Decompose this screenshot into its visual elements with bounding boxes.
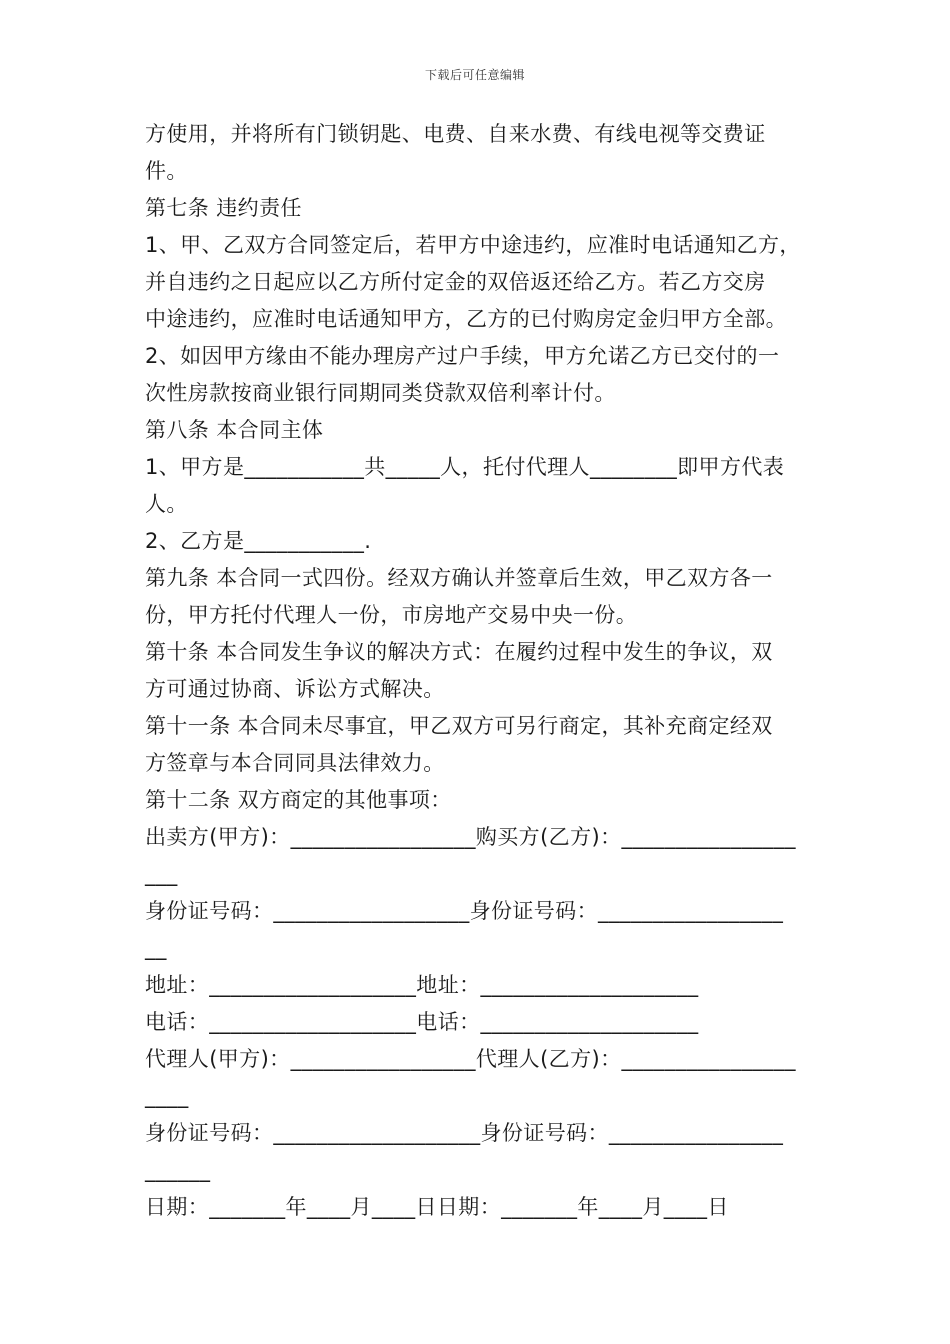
- date-line: 日期：_______年____月____日日期：_______年____月____日: [145, 1195, 729, 1219]
- text-line: 份，甲方托付代理人一份，市房地产交易中央一份。: [145, 603, 638, 627]
- page-header-note: 下载后可任意编辑: [424, 68, 525, 82]
- text-line: 次性房款按商业银行同期同类贷款双倍利率计付。: [145, 381, 616, 405]
- document-body: [145, 116, 825, 1226]
- text-line: 1、甲方是___________共_____人，托付代理人________即甲方代表: [145, 455, 785, 479]
- text-line-article-9: 第九条 本合同一式四份。经双方确认并签章后生效，甲乙双方各一: [145, 566, 773, 590]
- address-line: 地址：___________________地址：____________________: [145, 973, 699, 997]
- agent-line: 代理人(甲方)：_________________代理人(乙方)：________________: [145, 1047, 796, 1071]
- text-line: 件。: [145, 159, 188, 183]
- section-heading-article-8: 第八条 本合同主体: [145, 418, 324, 442]
- id-number-line-continuation: __: [145, 936, 167, 960]
- agent-id-number-line: 身份证号码：___________________身份证号码：________________: [145, 1121, 784, 1145]
- text-line: 中途违约，应准时电话通知甲方，乙方的已付购房定金归甲方全部。: [145, 307, 787, 331]
- id-number-line: 身份证号码：__________________身份证号码：_________________: [145, 899, 784, 923]
- signature-line-parties: 出卖方(甲方)：_________________购买方(乙方)：________________: [145, 825, 796, 849]
- text-line-article-10: 第十条 本合同发生争议的解决方式：在履约过程中发生的争议，双: [145, 640, 773, 664]
- text-line: 方使用，并将所有门锁钥匙、电费、自来水费、有线电视等交费证: [145, 122, 766, 146]
- signature-line-continuation: ___: [145, 862, 178, 886]
- text-line-article-11: 第十一条 本合同未尽事宜，甲乙双方可另行商定，其补充商定经双: [145, 714, 773, 738]
- text-line: 方签章与本合同同具法律效力。: [145, 751, 445, 775]
- text-line: 人。: [145, 492, 188, 516]
- phone-line: 电话：___________________电话：____________________: [145, 1010, 699, 1034]
- agent-id-number-line-continuation: ______: [145, 1158, 211, 1182]
- section-heading-article-12: 第十二条 双方商定的其他事项：: [145, 788, 452, 812]
- agent-line-continuation: ____: [145, 1084, 189, 1108]
- text-line: 1、甲、乙双方合同签定后，若甲方中途违约，应准时电话通知乙方，: [145, 233, 801, 257]
- text-line: 方可通过协商、诉讼方式解决。: [145, 677, 445, 701]
- text-line: 并自违约之日起应以乙方所付定金的双倍返还给乙方。若乙方交房: [145, 270, 766, 294]
- section-heading-article-7: 第七条 违约责任: [145, 196, 302, 220]
- text-line: 2、如因甲方缘由不能办理房产过户手续，甲方允诺乙方已交付的一: [145, 344, 780, 368]
- text-line: 2、乙方是___________.: [145, 529, 372, 553]
